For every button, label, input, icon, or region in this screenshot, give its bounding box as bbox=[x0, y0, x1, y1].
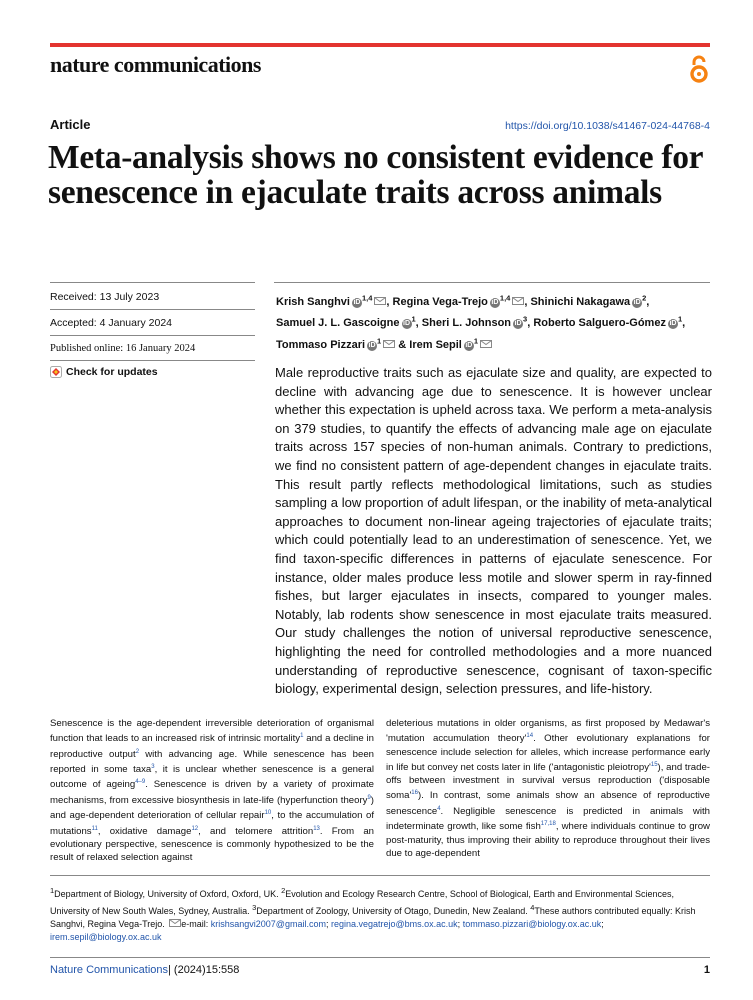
body-text: . Other evolutionary explanations for senescence include selection for alleles, which increase performance early in life but convey net costs later in life ('antagonistic pleiotropy' bbox=[386, 733, 710, 773]
check-for-updates[interactable] bbox=[50, 366, 158, 378]
meta-divider bbox=[50, 282, 255, 283]
author-affiliation: 3 bbox=[523, 314, 528, 324]
published-date: Published online: 16 January 2024 bbox=[50, 343, 196, 354]
author-affiliation: 1,4 bbox=[499, 293, 511, 302]
body-text: , and telomere attrition bbox=[198, 825, 314, 837]
author-name[interactable] bbox=[421, 314, 531, 330]
author-affiliation: 1 bbox=[677, 314, 683, 324]
author-separator: , bbox=[524, 295, 528, 308]
body-column-left bbox=[50, 717, 374, 864]
body-text: , to the accumulation of mutations bbox=[50, 810, 375, 837]
received-date: Received: 13 July 2023 bbox=[50, 291, 160, 303]
email-icon[interactable] bbox=[383, 340, 395, 348]
affiliations-footnote: $^1$Department of Biology, University of Oxford, Oxford, UK. $^2$Evolution and Ecology Research Centre, School of Biological, Earth and Environmental Sciences, University of New South Wales, Sydney, Australia. $^3$Department of Zoology, University of Otago, Dunedin, New Zealand. $^4$These authors contributed equally: Krish Sanghvi, Regina Vega-Trejo. e-mail: krishsangvi2007@gmail.com; regina.vegatrejo@bms.ox.ac.uk; tommaso.pizzari@biology.ox.ac.uk; irem.sepil@biology.ox.ac.uk bbox=[50, 886, 696, 942]
author-name[interactable] bbox=[276, 314, 419, 330]
check-for-updates-label: Check for updates bbox=[66, 366, 158, 378]
author-separator: , bbox=[527, 317, 531, 330]
orcid-icon[interactable]: iD bbox=[403, 320, 410, 328]
body-text: . Senescence is driven by a variety of proximate mechanisms, from excessive biosynthesis in late-life (hyperfunction theory bbox=[50, 779, 374, 806]
body-text: , oxidative damage bbox=[97, 825, 192, 837]
author-name-text: Regina Vega-Trejo bbox=[392, 295, 488, 308]
abstract: Male reproductive traits such as ejaculate size and quality, are expected to decline with advancing age due to senescence. It is however unclear whether this expectation is upheld across taxa. We perform a meta-analysis on 379 studies, to quantify the effects of advancing male age on ejaculate traits across 157 species of non-human animals. Contrary to predictions, we find no consistent pattern of age-dependent changes in ejaculate traits. This result partly reflects methodological limitations, such as studies sampling a low proportion of adult lifespan, or the inability of meta-analytical approaches to document non-linear ageing trajectories of ejaculate traits; which could potentially lead to an underestimation of senescence. Yet, we find taxon-specific differences in patterns of ejaculate senescence. For instance, older males produce less motile and slower sperm in ray-finned fishes, but larger ejaculates in insects, compared to younger males. Notably, lab rodents show senescence in most ejaculate traits measured. Our study challenges the notion of universal reproductive senescence, highlighting the need for controlled methodologies and a more nuanced understanding of reproductive senescence, cognisant of taxon-specific biology, experimental design, selection pressures, and life-history. bbox=[275, 365, 712, 697]
citation-ref[interactable]: 4 bbox=[437, 805, 441, 812]
doi-link[interactable]: https://doi.org/10.1038/s41467-024-44768-4 bbox=[505, 120, 710, 132]
affiliation-number: 1 bbox=[50, 886, 55, 895]
body-text: with advancing age. While senescence has been reported in some taxa bbox=[50, 748, 374, 776]
page-number: 1 bbox=[703, 964, 710, 976]
orcid-icon[interactable]: iD bbox=[465, 341, 473, 349]
affiliation-number: 2 bbox=[281, 886, 286, 895]
citation-ref[interactable]: 17,18 bbox=[540, 821, 556, 828]
affiliation-number: 3 bbox=[252, 903, 257, 912]
citation-ref[interactable]: 2 bbox=[135, 748, 140, 755]
affiliation-number: 4 bbox=[530, 903, 535, 912]
author-name[interactable] bbox=[276, 293, 390, 308]
footer-journal[interactable]: Nature Communications bbox=[50, 964, 168, 976]
email-link[interactable]: krishsangvi2007@gmail.com bbox=[210, 919, 326, 929]
orcid-icon[interactable]: iD bbox=[514, 320, 522, 328]
author-name[interactable] bbox=[276, 336, 407, 351]
citation-ref[interactable]: 13 bbox=[313, 825, 320, 832]
body-text: , where individuals continue to grow post-maturity, thus improving their ability to reproduce throughout their lives due to age-dependent bbox=[386, 821, 710, 859]
meta-divider bbox=[50, 309, 255, 310]
email-icon[interactable] bbox=[480, 340, 492, 348]
orcid-icon[interactable]: iD bbox=[368, 341, 376, 349]
paper-title: Meta-analysis shows no consistent evidence for senescence in ejaculate traits across animals bbox=[48, 139, 703, 211]
body-text: ) and age-dependent deterioration of cellular repair bbox=[50, 794, 374, 822]
citation-ref[interactable]: 10 bbox=[264, 810, 272, 817]
footer-citation bbox=[50, 964, 239, 976]
body-text: . Negligible senescence is predicted in animals with indeterminate growth, like some fish bbox=[386, 805, 710, 833]
footer-volume: | (2024)15:558 bbox=[168, 964, 240, 976]
affiliation-text: These authors contributed equally: Krish Sanghvi, Regina Vega-Trejo. bbox=[50, 906, 696, 929]
body-text: and a decline in reproductive output bbox=[50, 733, 374, 760]
author-separator: , bbox=[646, 295, 650, 308]
affiliation-text: Department of Zoology, University of Otago, Dunedin, New Zealand. bbox=[256, 906, 531, 916]
citation-ref[interactable]: 11 bbox=[91, 825, 98, 832]
citation-ref[interactable]: 1 bbox=[300, 733, 304, 740]
body-text: , it is unclear whether senescence is a general outcome of ageing bbox=[50, 764, 374, 791]
email-icon[interactable] bbox=[512, 297, 524, 305]
email-link[interactable]: regina.vegatrejo@bms.ox.ac.uk bbox=[330, 919, 458, 929]
author-separator: & bbox=[395, 338, 407, 351]
body-column-right bbox=[386, 717, 710, 860]
top-accent-bar bbox=[50, 43, 710, 47]
orcid-icon[interactable]: iD bbox=[633, 298, 641, 306]
citation-ref[interactable]: 14 bbox=[526, 733, 534, 740]
author-separator: , bbox=[386, 295, 390, 308]
email-label: e-mail: bbox=[181, 919, 211, 929]
author-affiliation: 1 bbox=[473, 336, 479, 346]
body-text: . From an evolutionary perspective, senescence is commonly hypothesized to be the result of relaxed selection against bbox=[50, 825, 374, 864]
citation-ref[interactable]: 9 bbox=[367, 794, 371, 801]
author-affiliation: 2 bbox=[642, 293, 647, 302]
footer-divider bbox=[50, 957, 710, 958]
author-separator: , bbox=[415, 317, 419, 330]
body-text: Senescence is the age-dependent irreversible deterioration of organismal function that leads to an increased risk of intrinsic mortality bbox=[50, 718, 374, 745]
author-name-text: Irem Sepil bbox=[409, 338, 462, 351]
open-access-icon bbox=[688, 54, 710, 84]
affiliation-text: Evolution and Ecology Research Centre, School of Biological, Earth and Environmental Sciences, University of New South Wales, Sydney, Australia. bbox=[50, 889, 674, 916]
article-type: Article bbox=[50, 117, 91, 132]
meta-divider bbox=[50, 360, 255, 361]
author-name[interactable] bbox=[530, 293, 650, 308]
author-name[interactable] bbox=[392, 293, 528, 308]
journal-name: nature communications bbox=[50, 52, 261, 77]
author-name-text: Sheri L. Johnson bbox=[421, 317, 512, 330]
crossmark-icon bbox=[50, 366, 62, 378]
authors-divider bbox=[274, 282, 710, 283]
author-name-text: Krish Sanghvi bbox=[276, 295, 350, 308]
email-icon[interactable] bbox=[169, 919, 181, 927]
email-link[interactable]: tommaso.pizzari@biology.ox.ac.uk bbox=[462, 919, 602, 929]
meta-divider bbox=[50, 335, 255, 336]
citation-ref[interactable]: 16 bbox=[411, 790, 418, 797]
footnotes-divider bbox=[50, 875, 710, 876]
body-text: ), and trade-offs between investment in survival versus reproduction ('disposable soma' bbox=[386, 761, 710, 802]
orcid-icon[interactable]: iD bbox=[669, 320, 677, 328]
author-name-text: Tommaso Pizzari bbox=[276, 338, 366, 351]
affiliation-text: Department of Biology, University of Oxford, Oxford, UK. bbox=[54, 889, 282, 899]
author-name[interactable] bbox=[409, 336, 492, 351]
body-text: ). In contrast, some animals show an absence of reproductive senescence bbox=[386, 790, 710, 817]
citation-ref[interactable]: 3 bbox=[151, 763, 155, 770]
author-affiliation: 1 bbox=[411, 314, 416, 324]
author-name-text: Roberto Salguero-Gómez bbox=[533, 317, 666, 330]
author-separator: , bbox=[682, 317, 686, 330]
citation-ref[interactable]: 15 bbox=[650, 761, 658, 768]
author-name-text: Shinichi Nakagawa bbox=[530, 295, 631, 308]
accepted-date: Accepted: 4 January 2024 bbox=[50, 317, 173, 329]
email-icon[interactable] bbox=[374, 297, 386, 305]
author-list bbox=[276, 289, 712, 354]
body-text: deleterious mutations in older organisms, as first proposed by Medawar's 'mutation accumulation theory' bbox=[386, 718, 710, 745]
author-affiliation: 1 bbox=[377, 336, 382, 346]
author-affiliation: 1,4 bbox=[361, 293, 373, 302]
author-name-text: Samuel J. L. Gascoigne bbox=[276, 317, 400, 330]
orcid-icon[interactable]: iD bbox=[491, 298, 499, 306]
author-name[interactable] bbox=[533, 314, 686, 330]
citation-ref[interactable]: 4–9 bbox=[135, 779, 146, 786]
email-link[interactable]: irem.sepil@biology.ox.ac.uk bbox=[50, 932, 162, 942]
orcid-icon[interactable]: iD bbox=[353, 298, 361, 306]
citation-ref[interactable]: 12 bbox=[191, 825, 199, 832]
